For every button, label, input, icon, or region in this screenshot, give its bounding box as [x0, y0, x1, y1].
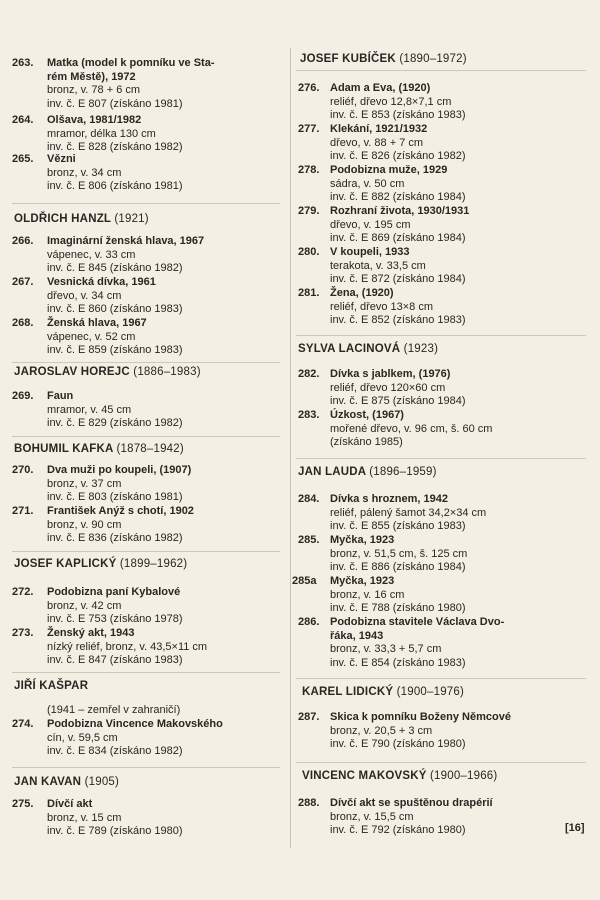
artist-heading — [14, 776, 119, 788]
entry-inventory: inv. č. E 790 (získáno 1980) — [330, 738, 466, 750]
entry-inventory: inv. č. E 828 (získáno 1982) — [47, 141, 183, 153]
entry-number: 273. — [12, 627, 34, 639]
entry-title: Skica k pomníku Boženy Němcové — [330, 711, 511, 723]
artist-name: OLDŘICH HANZL — [14, 213, 111, 225]
section-divider — [296, 458, 586, 459]
artist-heading — [298, 343, 438, 355]
artist-name: JAN KAVAN — [14, 776, 82, 788]
entry-number: 280. — [298, 246, 320, 258]
entry-title: Dva muži po koupeli, (1907) — [47, 464, 192, 476]
artist-heading — [14, 366, 201, 378]
artist-dates: (1921) — [114, 213, 149, 225]
entry-number: 285a — [292, 575, 317, 587]
entry-title: Podobizna paní Kybalové — [47, 586, 181, 598]
entry-title: Dívka s hroznem, 1942 — [330, 493, 449, 505]
artist-heading — [302, 770, 497, 782]
entry-title: Podobizna stavitele Václava Dvo- řáka, 1943 — [330, 616, 505, 642]
artist-name: BOHUMIL KAFKA — [14, 443, 114, 455]
artist-heading — [14, 680, 88, 692]
entry-number: 265. — [12, 153, 34, 165]
entry-number: 281. — [298, 287, 320, 299]
entry-material: nízký reliéf, bronz, v. 43,5×11 cm — [47, 640, 208, 653]
catalog-entry — [290, 287, 570, 328]
artist-dates: (1886–1983) — [133, 366, 201, 378]
entry-number: 279. — [298, 205, 320, 217]
catalog-entry — [0, 464, 280, 505]
right-column — [290, 0, 600, 900]
entry-title: Olšava, 1981/1982 — [47, 114, 142, 126]
entry-number: 271. — [12, 505, 34, 517]
page-number: [16] — [565, 822, 585, 834]
catalog-entry — [290, 797, 570, 838]
entry-title: Ženský akt, 1943 — [47, 627, 135, 639]
entry-material: bronz, v. 20,5 + 3 cm — [330, 724, 433, 737]
entry-material: mramor, v. 45 cm — [47, 403, 132, 416]
entry-material: dřevo, v. 88 + 7 cm — [330, 136, 424, 149]
entry-number: 270. — [12, 464, 34, 476]
entry-number: 272. — [12, 586, 34, 598]
artist-dates: (1905) — [84, 776, 120, 788]
artist-name: SYLVA LACINOVÁ — [298, 343, 401, 355]
artist-dates: (1899–1962) — [119, 558, 188, 570]
entry-title: Adam a Eva, (1920) — [330, 82, 431, 94]
catalog-entry — [0, 627, 280, 668]
section-divider — [296, 762, 586, 763]
catalog-entry — [0, 57, 280, 111]
artist-name: JOSEF KAPLICKÝ — [14, 558, 117, 570]
entry-material: bronz, v. 34 cm — [47, 166, 122, 179]
catalog-entry — [0, 505, 280, 546]
entry-material: bronz, v. 15 cm — [47, 811, 122, 824]
catalog-entry — [290, 493, 570, 534]
entry-inventory: inv. č. E 788 (získáno 1980) — [330, 602, 466, 614]
entry-inventory: inv. č. E 886 (získáno 1984) — [330, 561, 466, 573]
catalog-entry — [0, 276, 280, 317]
entry-title: Myčka, 1923 — [330, 534, 395, 546]
entry-number: 274. — [12, 718, 34, 730]
entry-title: Podobizna muže, 1929 — [330, 164, 448, 176]
entry-inventory: inv. č. E 854 (získáno 1983) — [330, 656, 466, 669]
entry-inventory: inv. č. E 834 (získáno 1982) — [47, 745, 183, 757]
catalog-entry — [0, 235, 280, 276]
section-divider — [12, 551, 280, 552]
entry-inventory: inv. č. E 792 (získáno 1980) — [330, 824, 466, 836]
entry-inventory: inv. č. E 789 (získáno 1980) — [47, 825, 183, 837]
entry-material: bronz, v. 16 cm — [330, 588, 405, 601]
entry-inventory: inv. č. E 852 (získáno 1983) — [330, 314, 466, 326]
entry-inventory: inv. č. E 859 (získáno 1983) — [47, 344, 183, 356]
entry-title: Matka (model k pomníku ve Sta- rém Městě), 1972 — [47, 57, 215, 83]
entry-number: 282. — [298, 368, 320, 380]
section-divider — [296, 335, 586, 336]
entry-title: Ženská hlava, 1967 — [47, 317, 147, 329]
section-divider — [12, 203, 280, 204]
entry-number: 268. — [12, 317, 34, 329]
entry-material: bronz, v. 33,3 + 5,7 cm — [330, 643, 442, 655]
entry-inventory: inv. č. E 847 (získáno 1983) — [47, 654, 183, 666]
catalog-entry — [290, 82, 570, 123]
section-divider — [296, 70, 586, 71]
entry-title: Klekání, 1921/1932 — [330, 123, 428, 135]
entry-inventory: inv. č. E 855 (získáno 1983) — [330, 520, 466, 532]
entry-title: Imaginární ženská hlava, 1967 — [47, 235, 205, 247]
entry-number: 277. — [298, 123, 320, 135]
artist-dates: (1896–1959) — [369, 466, 437, 478]
section-divider — [296, 678, 586, 679]
entry-number: 285. — [298, 534, 320, 546]
catalog-entry — [290, 123, 570, 164]
entry-material: bronz, v. 37 cm — [47, 477, 122, 490]
artist-heading — [14, 558, 187, 570]
entry-material: reliéf, dřevo 13×8 cm — [330, 300, 434, 313]
catalog-entry — [290, 616, 570, 670]
entry-number: 266. — [12, 235, 34, 247]
entry-inventory: inv. č. E 872 (získáno 1984) — [330, 273, 466, 285]
artist-dates: (1923) — [403, 343, 439, 355]
catalog-entry — [290, 409, 570, 450]
entry-inventory: inv. č. E 826 (získáno 1982) — [330, 150, 466, 162]
section-divider — [12, 672, 280, 673]
entry-title: V koupeli, 1933 — [330, 246, 410, 258]
entry-number: 286. — [298, 616, 320, 628]
entry-material: mořené dřevo, v. 96 cm, š. 60 cm — [330, 422, 493, 435]
artist-name: JAROSLAV HOREJC — [14, 366, 130, 378]
catalog-entry — [290, 164, 570, 205]
entry-material: reliéf, dřevo 120×60 cm — [330, 381, 446, 394]
artist-heading — [302, 686, 464, 698]
artist-dates: (1890–1972) — [399, 53, 467, 65]
entry-material: bronz, v. 78 + 6 cm — [47, 84, 141, 96]
entry-inventory: inv. č. E 807 (získáno 1981) — [47, 97, 183, 110]
entry-inventory: inv. č. E 836 (získáno 1982) — [47, 532, 183, 544]
entry-material: sádra, v. 50 cm — [330, 177, 405, 190]
entry-inventory: inv. č. E 875 (získáno 1984) — [330, 395, 466, 407]
entry-number: 276. — [298, 82, 320, 94]
artist-name: JIŘÍ KAŠPAR — [14, 680, 89, 692]
catalog-entry — [290, 711, 570, 752]
entry-material: bronz, v. 90 cm — [47, 518, 122, 531]
entry-number: 288. — [298, 797, 320, 809]
entry-material: bronz, v. 42 cm — [47, 599, 122, 612]
catalog-entry — [0, 390, 280, 431]
entry-number: 284. — [298, 493, 320, 505]
entry-inventory: inv. č. E 882 (získáno 1984) — [330, 191, 466, 203]
entry-title: Úzkost, (1967) — [330, 409, 404, 421]
entry-number: 283. — [298, 409, 320, 421]
entry-material: dřevo, v. 34 cm — [47, 289, 122, 302]
catalog-entry — [0, 718, 280, 759]
catalog-entry — [290, 246, 570, 287]
artist-dates: (1878–1942) — [116, 443, 184, 455]
entry-number: 267. — [12, 276, 34, 288]
artist-heading — [300, 53, 467, 65]
entry-material: vápenec, v. 52 cm — [47, 330, 136, 343]
entry-material: dřevo, v. 195 cm — [330, 218, 411, 231]
entry-number: 263. — [12, 57, 34, 69]
catalog-entry — [0, 798, 280, 839]
entry-inventory: inv. č. E 829 (získáno 1982) — [47, 417, 183, 429]
entry-number: 278. — [298, 164, 320, 176]
catalog-entry — [0, 586, 280, 627]
catalog-entry — [290, 368, 570, 409]
section-divider — [12, 436, 280, 437]
entry-title: Dívka s jablkem, (1976) — [330, 368, 451, 380]
entry-title: Dívčí akt se spuštěnou drapérií — [330, 797, 493, 809]
catalog-entry — [290, 575, 570, 616]
entry-title: Vesnická dívka, 1961 — [47, 276, 156, 288]
artist-heading — [298, 466, 437, 478]
catalog-entry — [0, 114, 280, 155]
entry-material: bronz, v. 15,5 cm — [330, 810, 414, 823]
section-divider — [12, 767, 280, 768]
entry-inventory: inv. č. E 860 (získáno 1983) — [47, 303, 183, 315]
catalog-entry — [0, 153, 280, 194]
artist-heading — [14, 443, 184, 455]
artist-name: JOSEF KUBÍČEK — [300, 53, 396, 65]
entry-material: reliéf, dřevo 12,8×7,1 cm — [330, 95, 452, 108]
catalog-entry — [290, 205, 570, 246]
entry-material: cín, v. 59,5 cm — [47, 731, 118, 744]
entry-inventory: inv. č. E 845 (získáno 1982) — [47, 262, 183, 274]
entry-title: Myčka, 1923 — [330, 575, 395, 587]
entry-title: Faun — [47, 390, 74, 402]
entry-inventory: (získáno 1985) — [330, 436, 403, 448]
entry-number: 275. — [12, 798, 34, 810]
entry-inventory: inv. č. E 753 (získáno 1978) — [47, 613, 183, 625]
entry-title: Dívčí akt — [47, 798, 93, 810]
entry-title: Vězni — [47, 153, 76, 165]
entry-title: František Anýž s chotí, 1902 — [47, 505, 194, 517]
entry-title: Žena, (1920) — [330, 287, 394, 299]
entry-title: Rozhraní života, 1930/1931 — [330, 205, 470, 217]
artist-name: KAREL LIDICKÝ — [302, 686, 394, 698]
entry-title: Podobizna Vincence Makovského — [47, 718, 223, 730]
artist-dates: (1900–1976) — [396, 686, 465, 698]
entry-material: terakota, v. 33,5 cm — [330, 259, 426, 272]
entry-number: 264. — [12, 114, 34, 126]
artist-dates: (1900–1966) — [430, 770, 498, 782]
catalog-entry — [290, 534, 570, 575]
entry-material: bronz, v. 51,5 cm, š. 125 cm — [330, 547, 468, 560]
artist-note: (1941 – zemřel v zahraničí) — [47, 704, 181, 716]
artist-name: VINCENC MAKOVSKÝ — [302, 770, 427, 782]
entry-number: 287. — [298, 711, 320, 723]
section-divider — [12, 362, 280, 363]
entry-inventory: inv. č. E 806 (získáno 1981) — [47, 180, 183, 192]
entry-number: 269. — [12, 390, 34, 402]
artist-name: JAN LAUDA — [298, 466, 366, 478]
entry-material: reliéf, pálený šamot 34,2×34 cm — [330, 506, 487, 519]
entry-inventory: inv. č. E 869 (získáno 1984) — [330, 232, 466, 244]
artist-heading — [14, 213, 149, 225]
entry-material: mramor, délka 130 cm — [47, 127, 156, 140]
catalog-entry — [0, 317, 280, 358]
entry-inventory: inv. č. E 803 (získáno 1981) — [47, 491, 183, 503]
entry-inventory: inv. č. E 853 (získáno 1983) — [330, 109, 466, 121]
entry-material: vápenec, v. 33 cm — [47, 248, 136, 261]
